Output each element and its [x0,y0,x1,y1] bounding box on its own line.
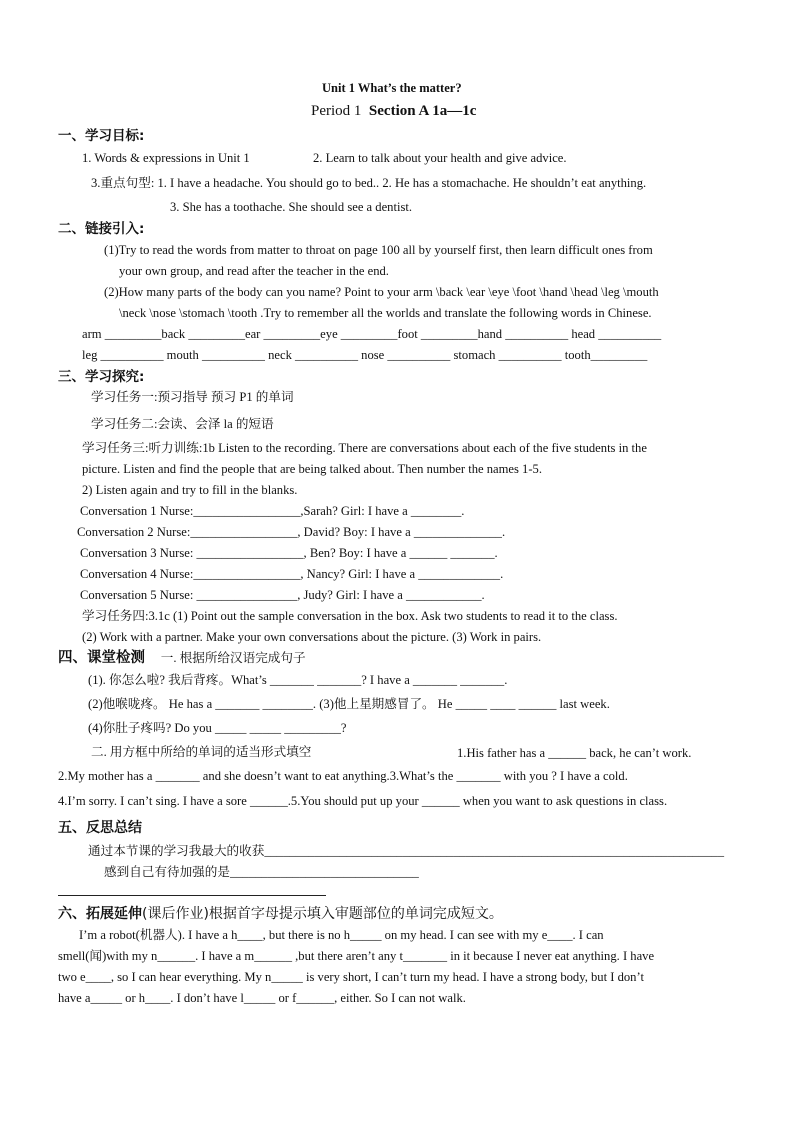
divider [58,895,326,896]
section-4-header [58,650,306,666]
section-4-heading: 四、课堂检测 [58,650,145,666]
section-6-heading: 六、拓展延伸 [58,906,142,922]
task-4-line-2: (2) Work with a partner. Make your own conversations about the picture. (3) Work in pairs. [82,630,542,644]
section-5-heading: 五、反思总结 [58,820,142,836]
section-6-header [58,906,503,923]
vocab-blanks-2: leg __________ mouth __________ neck __________ nose __________ stomach __________ tooth_________ [82,348,648,362]
quiz-q6: 4.I’m sorry. I can’t sing. I have a sore ______.5.You should put up your ______ when you want to ask questions in class. [58,794,668,808]
passage-line-2: smell(闻)with my n______. I have a m______ ,but there aren’t any t_______ in it because I never eat anything. I have [58,949,655,963]
task-2: 学习任务二:会读、会泽 la 的短语 [91,417,274,431]
conversation-3: Conversation 3 Nurse: _________________, Ben? Boy: I have a ______ _______. [80,546,498,560]
conversation-4: Conversation 4 Nurse:_________________, Nancy? Girl: I have a _____________. [80,567,504,581]
period-title [311,103,476,119]
objective-1: 1. Words & expressions in Unit 1 [82,151,250,165]
key-sentences: 3.重点句型: 1. I have a headache. You should go to bed.. 2. He has a stomachache. He shouldn’t eat anything. [91,176,647,190]
vocab-blanks-1: arm _________back _________ear _________eye _________foot _________hand __________ head __________ [82,327,662,341]
passage-line-3: two e____, so I can hear everything. My n_____ is very short, I can’t turn my head. I have a strong body, but I don’t [58,970,644,984]
passage-line-4: have a_____ or h____. I don’t have l_____ or f______, either. So I can not walk. [58,991,466,1005]
quiz-q3: (4)你肚子疼吗? Do you _____ _____ _________? [88,721,347,735]
period-label: Period 1 [311,103,362,119]
passage-line-1: I’m a robot(机器人). I have a h____, but there is no h_____ on my head. I can see with my e____. I can [79,928,604,942]
task-1: 学习任务一:预习指导 预习 P1 的单词 [91,390,294,404]
reflection-gain: 通过本节课的学习我最大的收获_________________________________________________________________________ [88,844,724,858]
key-sentence-3: 3. She has a toothache. She should see a dentist. [170,200,413,214]
task-4-line-1: 学习任务四:3.1c (1) Point out the sample conversation in the box. Ask two students to read it to the class. [82,609,618,623]
quiz-q5: 2.My mother has a _______ and she doesn’t want to eat anything.3.What’s the _______ with you ? I have a cold. [58,769,628,783]
section-4-sub-2: 二. 用方框中所给的单词的适当形式填空 [91,745,312,759]
conversation-5: Conversation 5 Nurse: ________________, Judy? Girl: I have a ____________. [80,588,485,602]
intro-line-1: (1)Try to read the words from matter to throat on page 100 all by yourself first, then learn difficult ones from [104,243,653,257]
task-3-line-2: picture. Listen and find the people that are being talked about. Then number the names 1-5. [82,462,542,476]
quiz-q2: (2)他喉咙疼。 He has a _______ ________. (3)他上星期感冒了。 He _____ ____ ______ last week. [88,697,610,711]
intro-line-4: \neck \nose \stomach \tooth .Try to remember all the worlds and translate the following words in Chinese. [119,306,652,320]
section-4-sub-1: 一. 根据所给汉语完成句子 [160,651,306,665]
section-3-heading: 三、学习探究: [58,369,145,385]
section-label: Section A 1a—1c [368,103,477,119]
unit-title: Unit 1 What’s the matter? [322,81,462,95]
intro-line-2: your own group, and read after the teacher in the end. [119,264,389,278]
conversation-1: Conversation 1 Nurse:_________________,Sarah? Girl: I have a ________. [80,504,465,518]
objective-2: 2. Learn to talk about your health and give advice. [313,151,567,165]
quiz-q4: 1.His father has a ______ back, he can’t work. [457,746,692,760]
conversation-2: Conversation 2 Nurse:_________________, David? Boy: I have a ______________. [77,525,506,539]
section-1-heading: 一、学习目标: [58,128,145,144]
quiz-q1: (1). 你怎么啦? 我后背疼。What’s _______ _______? I have a _______ _______. [88,673,508,687]
task-3-line-1: 学习任务三:听力训练:1b Listen to the recording. There are conversations about each of the five students in the [82,441,647,455]
intro-line-3: (2)How many parts of the body can you name? Point to your arm \back \ear \eye \foot \hand \head \leg \mouth [104,285,659,299]
section-6-instruction: (课后作业)根据首字母提示填入审题部位的单词完成短文。 [142,906,503,922]
reflection-improve: 感到自己有待加强的是______________________________ [104,865,419,879]
task-3-line-3: 2) Listen again and try to fill in the blanks. [82,483,298,497]
section-2-heading: 二、链接引入: [58,221,145,237]
